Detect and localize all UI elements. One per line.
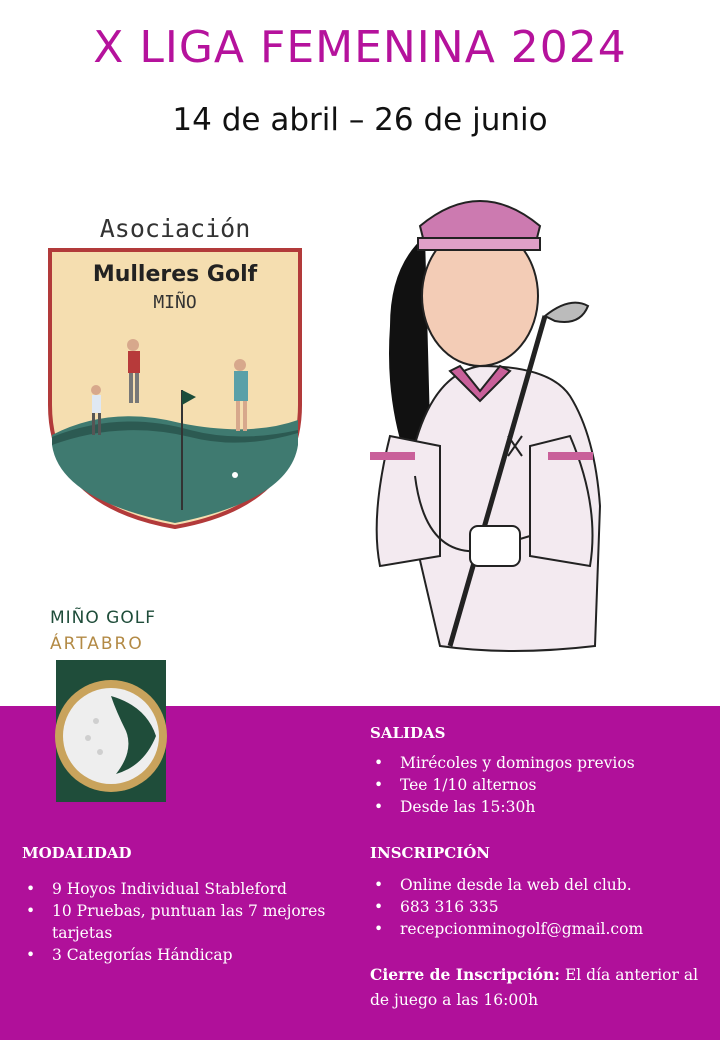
salidas-list <box>370 752 690 818</box>
association-label: Asociación <box>99 214 251 243</box>
salidas-title: SALIDAS <box>370 724 446 742</box>
association-logo <box>40 205 320 545</box>
inscripcion-list <box>370 874 710 940</box>
list-item: • recepcionminogolf@gmail.com <box>370 918 710 940</box>
event-title: X LIGA FEMENINA 2024 <box>93 22 627 73</box>
inscripcion-title: INSCRIPCIÓN <box>370 844 490 862</box>
association-subtitle: MIÑO <box>153 292 197 313</box>
list-item: • 10 Pruebas, puntuan las 7 mejores tarjetas <box>22 900 342 944</box>
club-subtitle: ÁRTABRO <box>50 634 144 654</box>
association-name: Mulleres Golf <box>92 262 258 287</box>
list-item: • 9 Hoyos Individual Stableford <box>22 878 342 900</box>
registration-deadline-text: El día anterior al de juego a las 16:00h <box>370 966 699 1009</box>
list-item: • 683 316 335 <box>370 896 710 918</box>
list-item: • Desde las 15:30h <box>370 796 690 818</box>
registration-deadline-label: Cierre de Inscripción: <box>370 965 561 984</box>
list-item: • Mirécoles y domingos previos <box>370 752 690 774</box>
modalidad-list <box>22 878 342 966</box>
club-logo <box>36 656 186 806</box>
club-name: MIÑO GOLF <box>50 608 156 628</box>
list-item: • 3 Categorías Hándicap <box>22 944 342 966</box>
list-item: • Tee 1/10 alternos <box>370 774 690 796</box>
golfer-illustration <box>330 176 630 696</box>
modalidad-title: MODALIDAD <box>22 844 132 862</box>
list-item: • Online desde la web del club. <box>370 874 710 896</box>
event-dates: 14 de abril – 26 de junio <box>172 102 548 138</box>
registration-deadline <box>370 962 700 1013</box>
